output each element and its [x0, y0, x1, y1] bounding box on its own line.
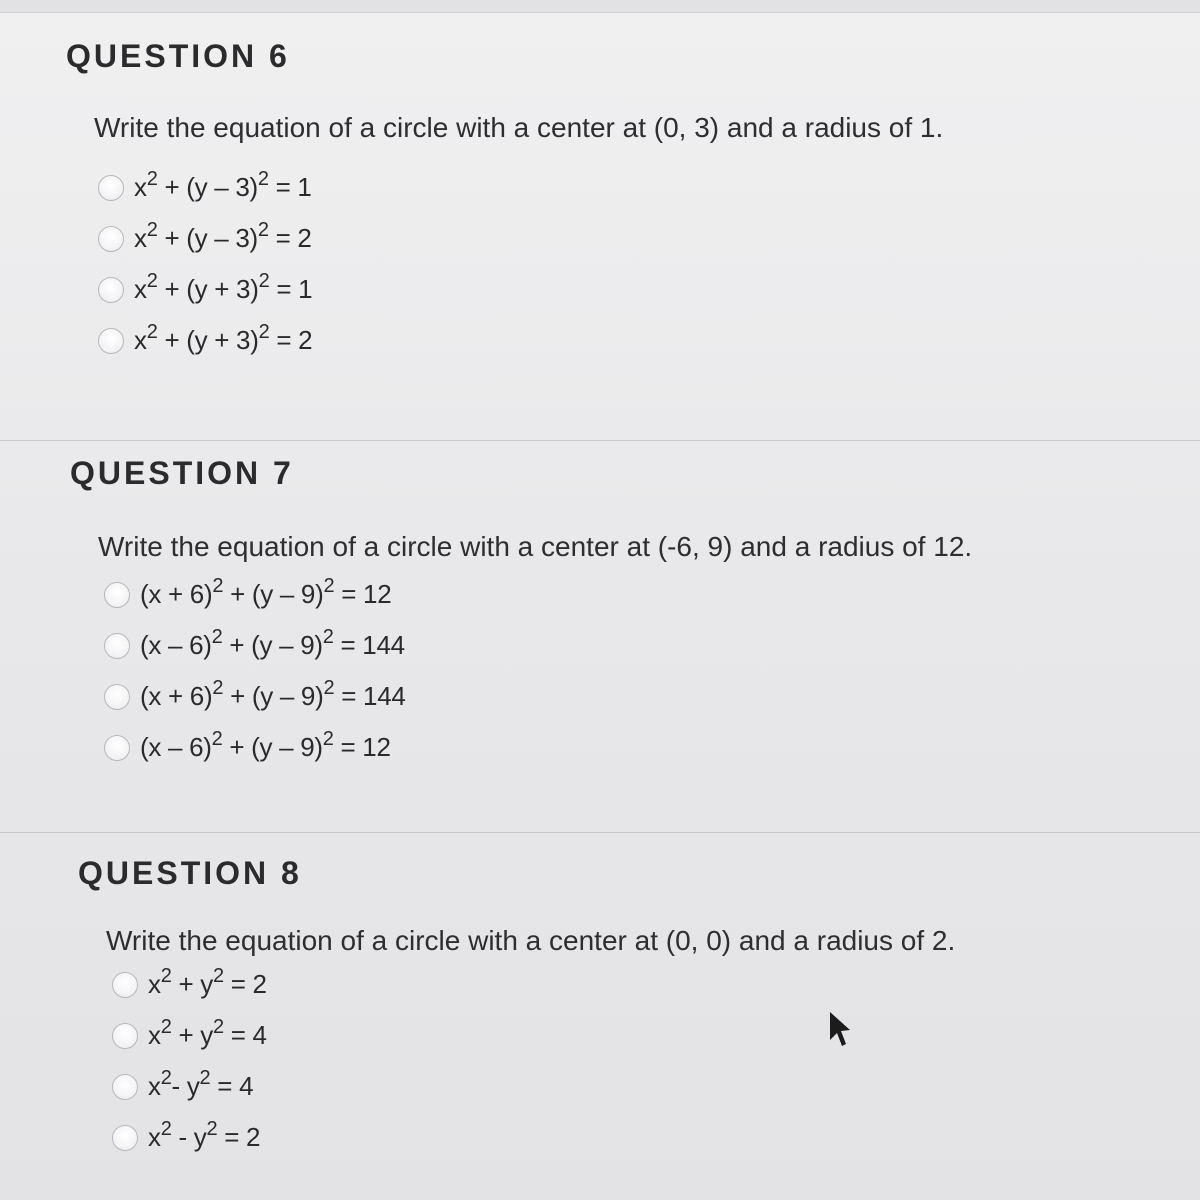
exponent: 2: [160, 965, 172, 987]
exponent: 2: [146, 219, 158, 241]
answer-option[interactable]: [112, 1061, 267, 1112]
answer-label: $x^2 - y^2 = 2$: [148, 1118, 261, 1152]
radio-button[interactable]: [104, 582, 130, 608]
exponent: 2: [146, 270, 158, 292]
exponent: 2: [211, 728, 223, 750]
answer-label: (x – 6)$^2$ + (y – 9)$^2$ = 12: [140, 728, 391, 762]
exponent: 2: [212, 575, 224, 597]
answer-option[interactable]: [104, 569, 406, 620]
answer-options: [112, 959, 267, 1163]
exponent: 2: [206, 1118, 218, 1140]
exponent: 2: [212, 965, 224, 987]
answer-option[interactable]: [98, 315, 312, 366]
answer-option[interactable]: [112, 1010, 267, 1061]
exponent: 2: [199, 1067, 211, 1089]
answer-label: $x^2 + (y - 3)^2 = 2$: [134, 219, 312, 253]
question-8: [0, 832, 1200, 1200]
exponent: 2: [146, 321, 158, 343]
answer-label: $x^2 + (y + 3)^2 = 1$: [134, 270, 313, 304]
exponent: 2: [322, 728, 334, 750]
question-prompt: Write the equation of a circle with a center at (0, 3) and a radius of 1.: [94, 112, 944, 143]
answer-option[interactable]: [98, 264, 312, 315]
exponent: 2: [323, 677, 335, 699]
answer-label: $x^2 + (y - 3)^2 = 1$: [134, 168, 312, 202]
radio-button[interactable]: [112, 1023, 138, 1049]
exponent: 2: [212, 677, 224, 699]
exponent: 2: [322, 626, 334, 648]
answer-option[interactable]: [104, 671, 406, 722]
question-title: QUESTION 8: [78, 855, 302, 891]
exponent: 2: [257, 219, 269, 241]
answer-option[interactable]: [112, 959, 267, 1010]
radio-button[interactable]: [104, 633, 130, 659]
exponent: 2: [160, 1016, 172, 1038]
answer-label: $x^2 + y^2 = 4$: [148, 1016, 267, 1050]
mouse-pointer-arrow-icon: [824, 1010, 854, 1050]
radio-button[interactable]: [98, 226, 124, 252]
answer-label: $(x + 6)^2 + (y - 9)^2 = 144$: [140, 677, 406, 711]
answer-label: $x^2-$ $y^2 = 4$: [148, 1067, 254, 1101]
answer-option[interactable]: [98, 213, 312, 264]
exponent: 2: [160, 1067, 172, 1089]
radio-button[interactable]: [98, 175, 124, 201]
answer-label: $x^2 + (y + 3)^2 = 2$: [134, 321, 313, 355]
exponent: 2: [146, 168, 158, 190]
answer-options: [98, 162, 312, 366]
exponent: 2: [257, 168, 269, 190]
question-7: [0, 440, 1200, 832]
question-prompt: Write the equation of a circle with a center at (-6, 9) and a radius of 12.: [98, 531, 973, 562]
exponent: 2: [211, 626, 223, 648]
answer-option[interactable]: [98, 162, 312, 213]
radio-button[interactable]: [98, 328, 124, 354]
exponent: 2: [323, 575, 335, 597]
question-6: [0, 12, 1200, 440]
radio-button[interactable]: [112, 1125, 138, 1151]
exponent: 2: [160, 1118, 172, 1140]
exponent: 2: [258, 270, 270, 292]
exponent: 2: [212, 1016, 224, 1038]
radio-button[interactable]: [98, 277, 124, 303]
question-title: QUESTION 6: [66, 38, 290, 74]
answer-label: (x – 6)$^2$ + (y – 9)$^2$ = 144: [140, 626, 405, 660]
answer-option[interactable]: [112, 1112, 267, 1163]
exponent: 2: [258, 321, 270, 343]
radio-button[interactable]: [112, 1074, 138, 1100]
question-title: QUESTION 7: [70, 455, 294, 491]
answer-label: $(x + 6)^2 + (y - 9)^2 = 12$: [140, 575, 392, 609]
answer-label: $x^2 + y^2 = 2$: [148, 965, 267, 999]
answer-option[interactable]: [104, 722, 406, 773]
radio-button[interactable]: [104, 735, 130, 761]
radio-button[interactable]: [112, 972, 138, 998]
radio-button[interactable]: [104, 684, 130, 710]
question-prompt: Write the equation of a circle with a center at (0, 0) and a radius of 2.: [106, 925, 956, 956]
answer-options: [104, 569, 406, 773]
answer-option[interactable]: [104, 620, 406, 671]
